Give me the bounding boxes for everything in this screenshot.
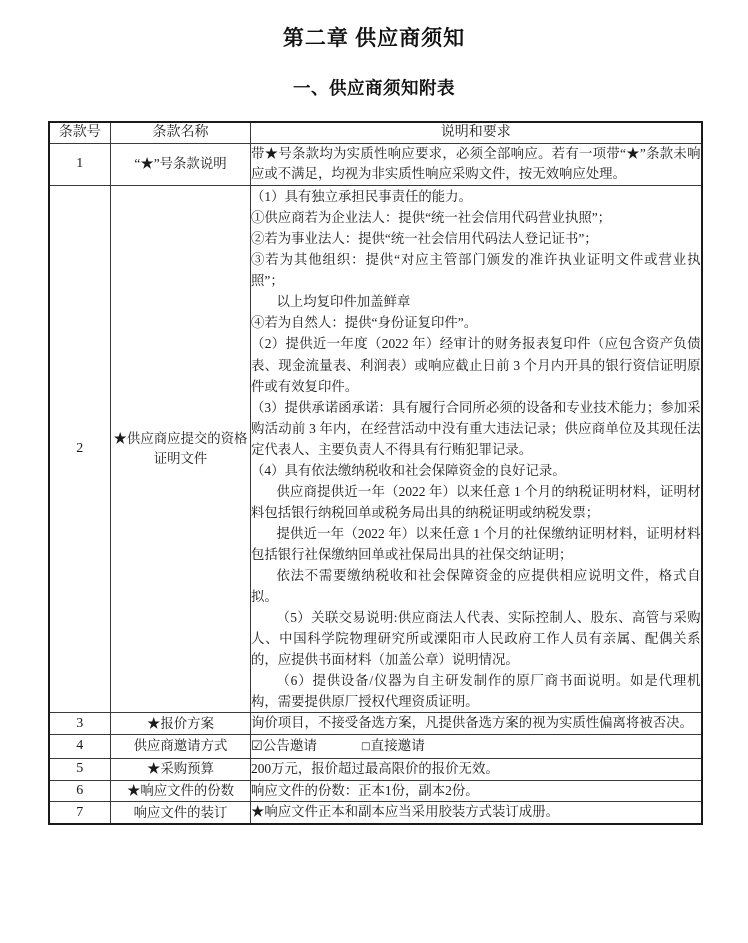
table-header-row bbox=[49, 122, 702, 143]
desc-line: （5）关联交易说明:供应商法人代表、实际控制人、股东、高管与采购人、中国科学院物理研究所或溧阳市人民政府工作人员有亲属、配偶关系的，应提供书面材料（加盖公章）说明情况。 bbox=[251, 610, 701, 668]
desc-line: ④若为自然人：提供“身份证复印件”。 bbox=[251, 315, 478, 331]
clause-desc bbox=[251, 143, 702, 186]
desc-line: 带★号条款均为实质性响应要求，必须全部响应。若有一项带“★”条款未响应或不满足，均视为非实质性响应采购文件，按无效响应处理。 bbox=[251, 145, 701, 182]
column-header-desc: 说明和要求 bbox=[251, 122, 702, 143]
desc-line: （4）具有依法缴纳税收和社会保障资金的良好记录。 bbox=[251, 462, 566, 478]
clause-no: 7 bbox=[49, 802, 111, 824]
desc-line: 依法不需要缴纳税收和社会保障资金的应提供相应说明文件，格式自拟。 bbox=[251, 567, 701, 605]
checkbox-direct-invitation-label: 直接邀请 bbox=[370, 738, 425, 754]
desc-line: 200万元，报价超过最高限价的报价无效。 bbox=[251, 760, 499, 776]
clause-name: ★采购预算 bbox=[111, 758, 251, 780]
desc-line: 提供近一年（2022 年）以来任意 1 个月的社保缴纳证明材料，证明材料包括银行社保缴纳回单或社保局出具的社保交纳证明； bbox=[251, 525, 701, 562]
document-page bbox=[0, 22, 748, 943]
invitation-method-options bbox=[251, 735, 702, 759]
supplier-notice-table-wrap bbox=[48, 121, 701, 825]
checkbox-public-invitation[interactable]: ☑ bbox=[251, 739, 263, 755]
desc-line: 供应商提供近一年（2022 年）以来任意 1 个月的纳税证明材料，证明材料包括银行纳税回单或税务局出具的纳税证明或纳税发票； bbox=[251, 483, 701, 520]
desc-line: 询价项目，不接受备选方案，凡提供备选方案的视为实质性偏离将被否决。 bbox=[251, 715, 693, 731]
checkbox-public-invitation-label: 公告邀请 bbox=[262, 738, 318, 754]
table-row bbox=[49, 735, 702, 759]
clause-desc bbox=[251, 802, 702, 824]
clause-name: “★”号条款说明 bbox=[111, 143, 251, 186]
clause-name: 供应商邀请方式 bbox=[111, 735, 251, 759]
table-row bbox=[49, 143, 702, 186]
clause-no: 1 bbox=[49, 143, 111, 186]
table-row bbox=[49, 758, 702, 780]
desc-line: （6）提供设备/仪器为自主研发制作的原厂商书面说明。如是代理机构，需要提供原厂授权代理资质证明。 bbox=[251, 673, 701, 710]
desc-line: 响应文件的份数：正本1份，副本2份。 bbox=[251, 782, 479, 798]
desc-line: ①供应商若为企业法人：提供“统一社会信用代码营业执照”； bbox=[251, 210, 612, 226]
clause-no: 4 bbox=[49, 735, 111, 759]
clause-desc bbox=[251, 186, 702, 713]
table-row bbox=[49, 780, 702, 802]
column-header-no: 条款号 bbox=[49, 122, 111, 143]
clause-desc bbox=[251, 713, 702, 735]
section-title: 一、供应商须知附表 bbox=[293, 78, 455, 98]
desc-line: ③若为其他组织：提供“对应主管部门颁发的准许执业证明文件或营业执照”； bbox=[251, 252, 701, 289]
supplier-notice-table bbox=[48, 121, 703, 825]
clause-no: 5 bbox=[49, 758, 111, 780]
clause-name: 响应文件的装订 bbox=[111, 802, 251, 824]
clause-desc bbox=[251, 758, 702, 780]
desc-line: ②若为事业法人：提供“统一社会信用代码法人登记证书”； bbox=[251, 231, 598, 247]
clause-name: ★响应文件的份数 bbox=[111, 780, 251, 802]
clause-no: 3 bbox=[49, 713, 111, 735]
column-header-name: 条款名称 bbox=[111, 122, 251, 143]
clause-name: ★供应商应提交的资格证明文件 bbox=[111, 186, 251, 713]
desc-line: （1）具有独立承担民事责任的能力。 bbox=[251, 189, 472, 205]
chapter-title: 第二章 供应商须知 bbox=[282, 26, 466, 50]
clause-no: 2 bbox=[49, 186, 111, 713]
table-row bbox=[49, 713, 702, 735]
clause-name: ★报价方案 bbox=[111, 713, 251, 735]
table-row bbox=[49, 802, 702, 824]
desc-line: 以上均复印件加盖鲜章 bbox=[276, 294, 411, 310]
desc-line: ★响应文件正本和副本应当采用胶装方式装订成册。 bbox=[251, 804, 559, 820]
desc-line: （3）提供承诺函承诺：具有履行合同所必须的设备和专业技术能力；参加采购活动前 3 年内，在经营活动中没有重大违法记录；供应商单位及其现任法定代表人、主要负责人不得具有行贿犯罪记录。 bbox=[251, 399, 701, 457]
checkbox-direct-invitation[interactable]: □ bbox=[361, 741, 371, 753]
desc-line: （2）提供近一年度（2022 年）经审计的财务报表复印件（应包含资产负债表、现金流量表、利润表）或响应截止日前 3 个月内开具的银行资信证明原件或有效复印件。 bbox=[251, 336, 701, 394]
table-row bbox=[49, 186, 702, 713]
clause-no: 6 bbox=[49, 780, 111, 802]
clause-desc bbox=[251, 780, 702, 802]
